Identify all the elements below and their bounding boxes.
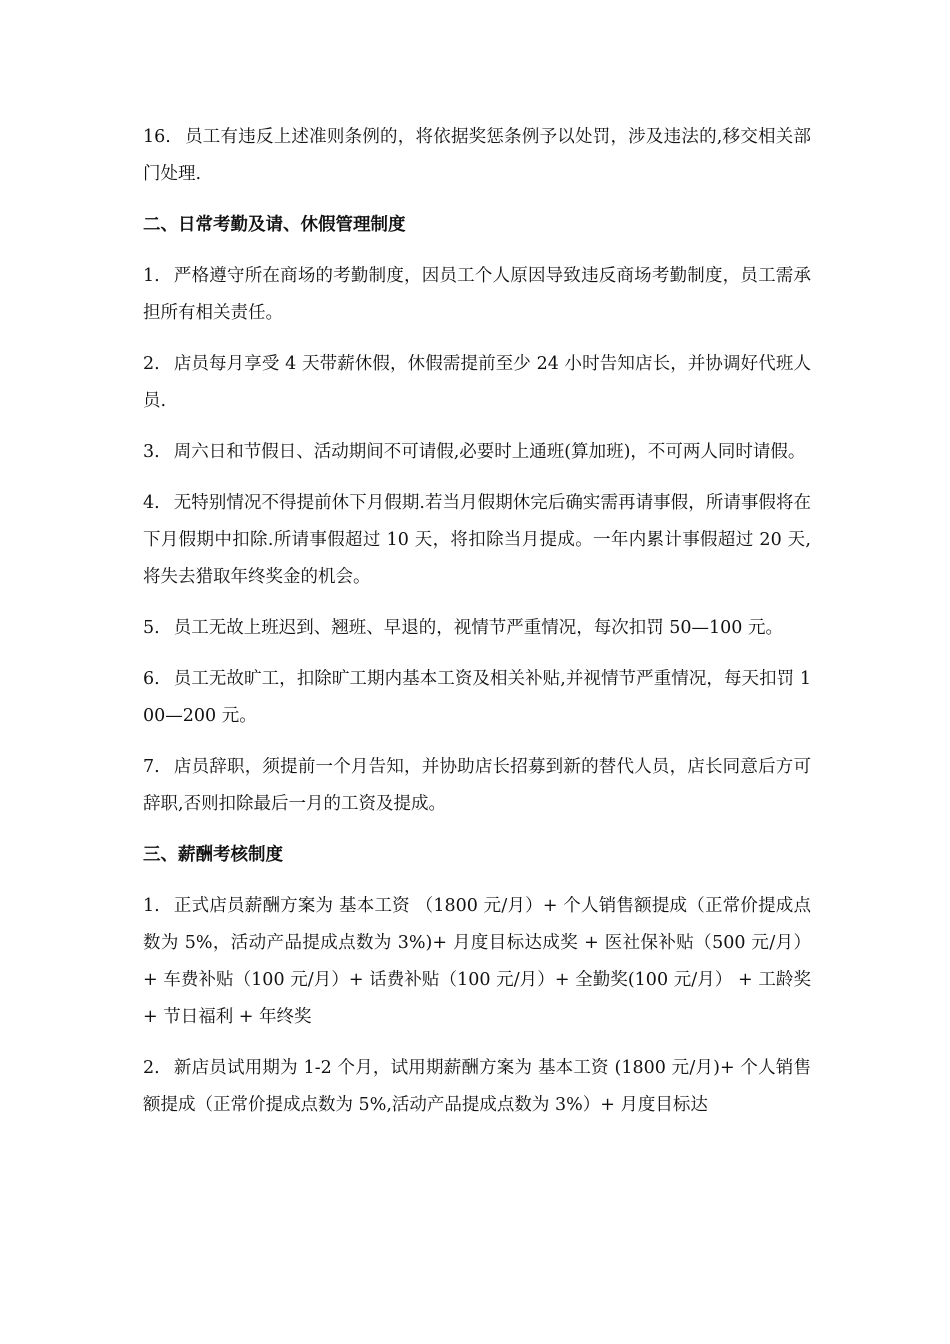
clause-text: 正式店员薪酬方案为 基本工资 （1800 元/月）+ 个人销售额提成（正常价提成点数为 5%，活动产品提成点数为 3%)+ 月度目标达成奖 + 医社保补贴（500 元/月）+ 车费补贴（100 元/月）+ 话费补贴（100 元/月）+ 全勤奖(100 元/月） + 工龄奖 + 节日福利 + 年终奖 — [143, 896, 811, 1027]
attendance-clause-5 — [143, 610, 811, 647]
attendance-clause-6 — [143, 661, 811, 735]
clause-text: 员工无故上班迟到、翘班、早退的，视情节严重情况，每次扣罚 50—100 元。 — [173, 618, 783, 638]
section-heading-salary: 三、薪酬考核制度 — [143, 845, 283, 865]
clause-number: 2. — [143, 354, 160, 374]
attendance-clause-2 — [143, 346, 811, 420]
clause-text: 严格遵守所在商场的考勤制度，因员工个人原因导致违反商场考勤制度，员工需承担所有相关责任。 — [143, 266, 811, 323]
section-heading-attendance: 二、日常考勤及请、休假管理制度 — [143, 215, 406, 235]
clause-text: 周六日和节假日、活动期间不可请假,必要时上通班(算加班)，不可两人同时请假。 — [173, 442, 806, 462]
clause-number: 5. — [143, 618, 160, 638]
clause-number: 16. — [143, 127, 171, 147]
clause-number: 1. — [143, 266, 160, 286]
salary-clause-2 — [143, 1050, 811, 1124]
attendance-clause-1 — [143, 258, 811, 332]
clause-number: 4. — [143, 493, 160, 513]
clause-text: 员工无故旷工，扣除旷工期内基本工资及相关补贴,并视情节严重情况，每天扣罚 100—200 元。 — [143, 669, 811, 726]
attendance-clause-7 — [143, 749, 811, 823]
clause-16 — [143, 119, 811, 193]
clause-number: 3. — [143, 442, 160, 462]
clause-text: 店员辞职，须提前一个月告知，并协助店长招募到新的替代人员，店长同意后方可辞职,否则扣除最后一月的工资及提成。 — [143, 757, 811, 814]
clause-number: 1. — [143, 896, 160, 916]
clause-number: 2. — [143, 1058, 160, 1078]
clause-number: 6. — [143, 669, 160, 689]
clause-text: 新店员试用期为 1-2 个月，试用期薪酬方案为 基本工资 (1800 元/月)+ 个人销售额提成（正常价提成点数为 5%,活动产品提成点数为 3%）+ 月度目标达 — [143, 1058, 811, 1115]
clause-text: 店员每月享受 4 天带薪休假，休假需提前至少 24 小时告知店长，并协调好代班人员. — [143, 354, 811, 411]
document-page — [143, 119, 811, 1138]
clause-text: 无特别情况不得提前休下月假期.若当月假期休完后确实需再请事假，所请事假将在下月假期中扣除.所请事假超过 10 天，将扣除当月提成。一年内累计事假超过 20 天,将失去猎取年终奖金的机会。 — [143, 493, 811, 587]
clause-number: 7. — [143, 757, 160, 777]
attendance-clause-3 — [143, 434, 811, 471]
attendance-clause-4 — [143, 485, 811, 596]
salary-clause-1 — [143, 888, 811, 1036]
clause-text: 员工有违反上述准则条例的，将依据奖惩条例予以处罚，涉及违法的,移交相关部门处理. — [143, 127, 811, 184]
